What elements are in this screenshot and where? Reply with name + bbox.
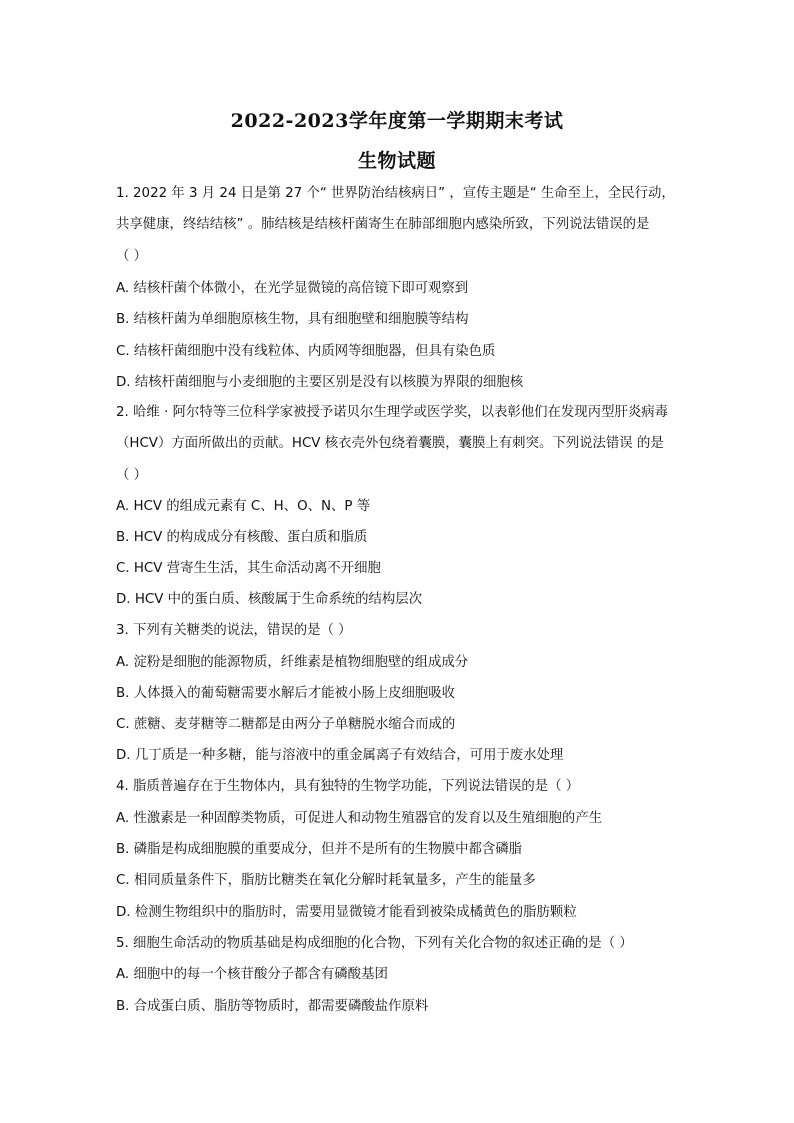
question-4-option-a: A. 性激素是一种固醇类物质，可促进人和动物生殖器官的发育以及生殖细胞的产生 (116, 811, 603, 826)
question-1-option-a: A. 结核杆菌个体微小，在光学显微镜的高倍镜下即可观察到 (116, 281, 469, 296)
question-1-option-b: B. 结核杆菌为单细胞原核生物，具有细胞壁和细胞膜等结构 (116, 312, 469, 327)
question-4-stem-line-1: 4. 脂质普遍存在于生物体内，具有独特的生物学功能，下列说法错误的是（ ） (116, 779, 580, 794)
question-3-option-b: B. 人体摄入的葡萄糖需要水解后才能被小肠上皮细胞吸收 (116, 686, 456, 701)
question-3-stem-line-1: 3. 下列有关糖类的说法，错误的是（ ） (116, 623, 352, 638)
question-2-option-b: B. HCV 的构成成分有核酸、蛋白质和脂质 (116, 530, 368, 545)
question-2-stem-line-2: （HCV）方面所做出的贡献。HCV 核衣壳外包绕着囊膜，囊膜上有刺突。下列说法错误 的是 (116, 436, 664, 451)
exam-subject: 生物试题 (357, 150, 436, 172)
question-5-stem-line-1: 5. 细胞生命活动的物质基础是构成细胞的化合物，下列有关化合物的叙述正确的是（ ） (116, 936, 633, 951)
question-2-option-c: C. HCV 营寄生生活，其生命活动离不开细胞 (116, 561, 381, 576)
question-4-option-d: D. 检测生物组织中的脂肪时，需要用显微镜才能看到被染成橘黄色的脂肪颗粒 (116, 905, 577, 920)
question-1-option-d: D. 结核杆菌细胞与小麦细胞的主要区别是没有以核膜为界限的细胞核 (116, 375, 524, 390)
question-5-option-a: A. 细胞中的每一个核苷酸分子都含有磷酸基团 (116, 967, 388, 982)
question-2-stem-line-1: 2. 哈维 · 阿尔特等三位科学家被授予诺贝尔生理学或医学奖，以表彰他们在发现丙型肝炎病毒 (116, 405, 669, 420)
question-2-option-a: A. HCV 的组成元素有 C、H、O、N、P 等 (116, 499, 371, 514)
question-5-option-b: B. 合成蛋白质、脂肪等物质时，都需要磷酸盐作原料 (116, 999, 429, 1014)
question-1-stem-line-2: 共享健康，终结结核” 。肺结核是结核杆菌寄生在肺部细胞内感染所致，下列说法错误的是 (116, 217, 650, 232)
question-1-stem-line-1: 1. 2022 年 3 月 24 日是第 27 个“ 世界防治结核病日” ，宣传主题是“ 生命至上，全民行动， (116, 186, 675, 201)
question-3-option-a: A. 淀粉是细胞的能源物质，纤维素是植物细胞壁的组成成分 (116, 655, 469, 670)
question-3-option-c: C. 蔗糖、麦芽糖等二糖都是由两分子单糖脱水缩合而成的 (116, 717, 456, 732)
question-4-option-b: B. 磷脂是构成细胞膜的重要成分，但并不是所有的生物膜中都含磷脂 (116, 842, 523, 857)
question-2-option-d: D. HCV 中的蛋白质、核酸属于生命系统的结构层次 (116, 592, 423, 607)
question-2-stem-line-3: （ ） (116, 468, 148, 483)
question-1-stem-line-3: （ ） (116, 249, 148, 264)
question-1-option-c: C. 结核杆菌细胞中没有线粒体、内质网等细胞器，但具有染色质 (116, 344, 496, 359)
exam-title: 2022-2023学年度第一学期期末考试 (230, 110, 564, 132)
question-3-option-d: D. 几丁质是一种多糖，能与溶液中的重金属离子有效结合，可用于废水处理 (116, 748, 564, 763)
question-4-option-c: C. 相同质量条件下，脂肪比糖类在氧化分解时耗氧量多，产生的能量多 (116, 873, 536, 888)
